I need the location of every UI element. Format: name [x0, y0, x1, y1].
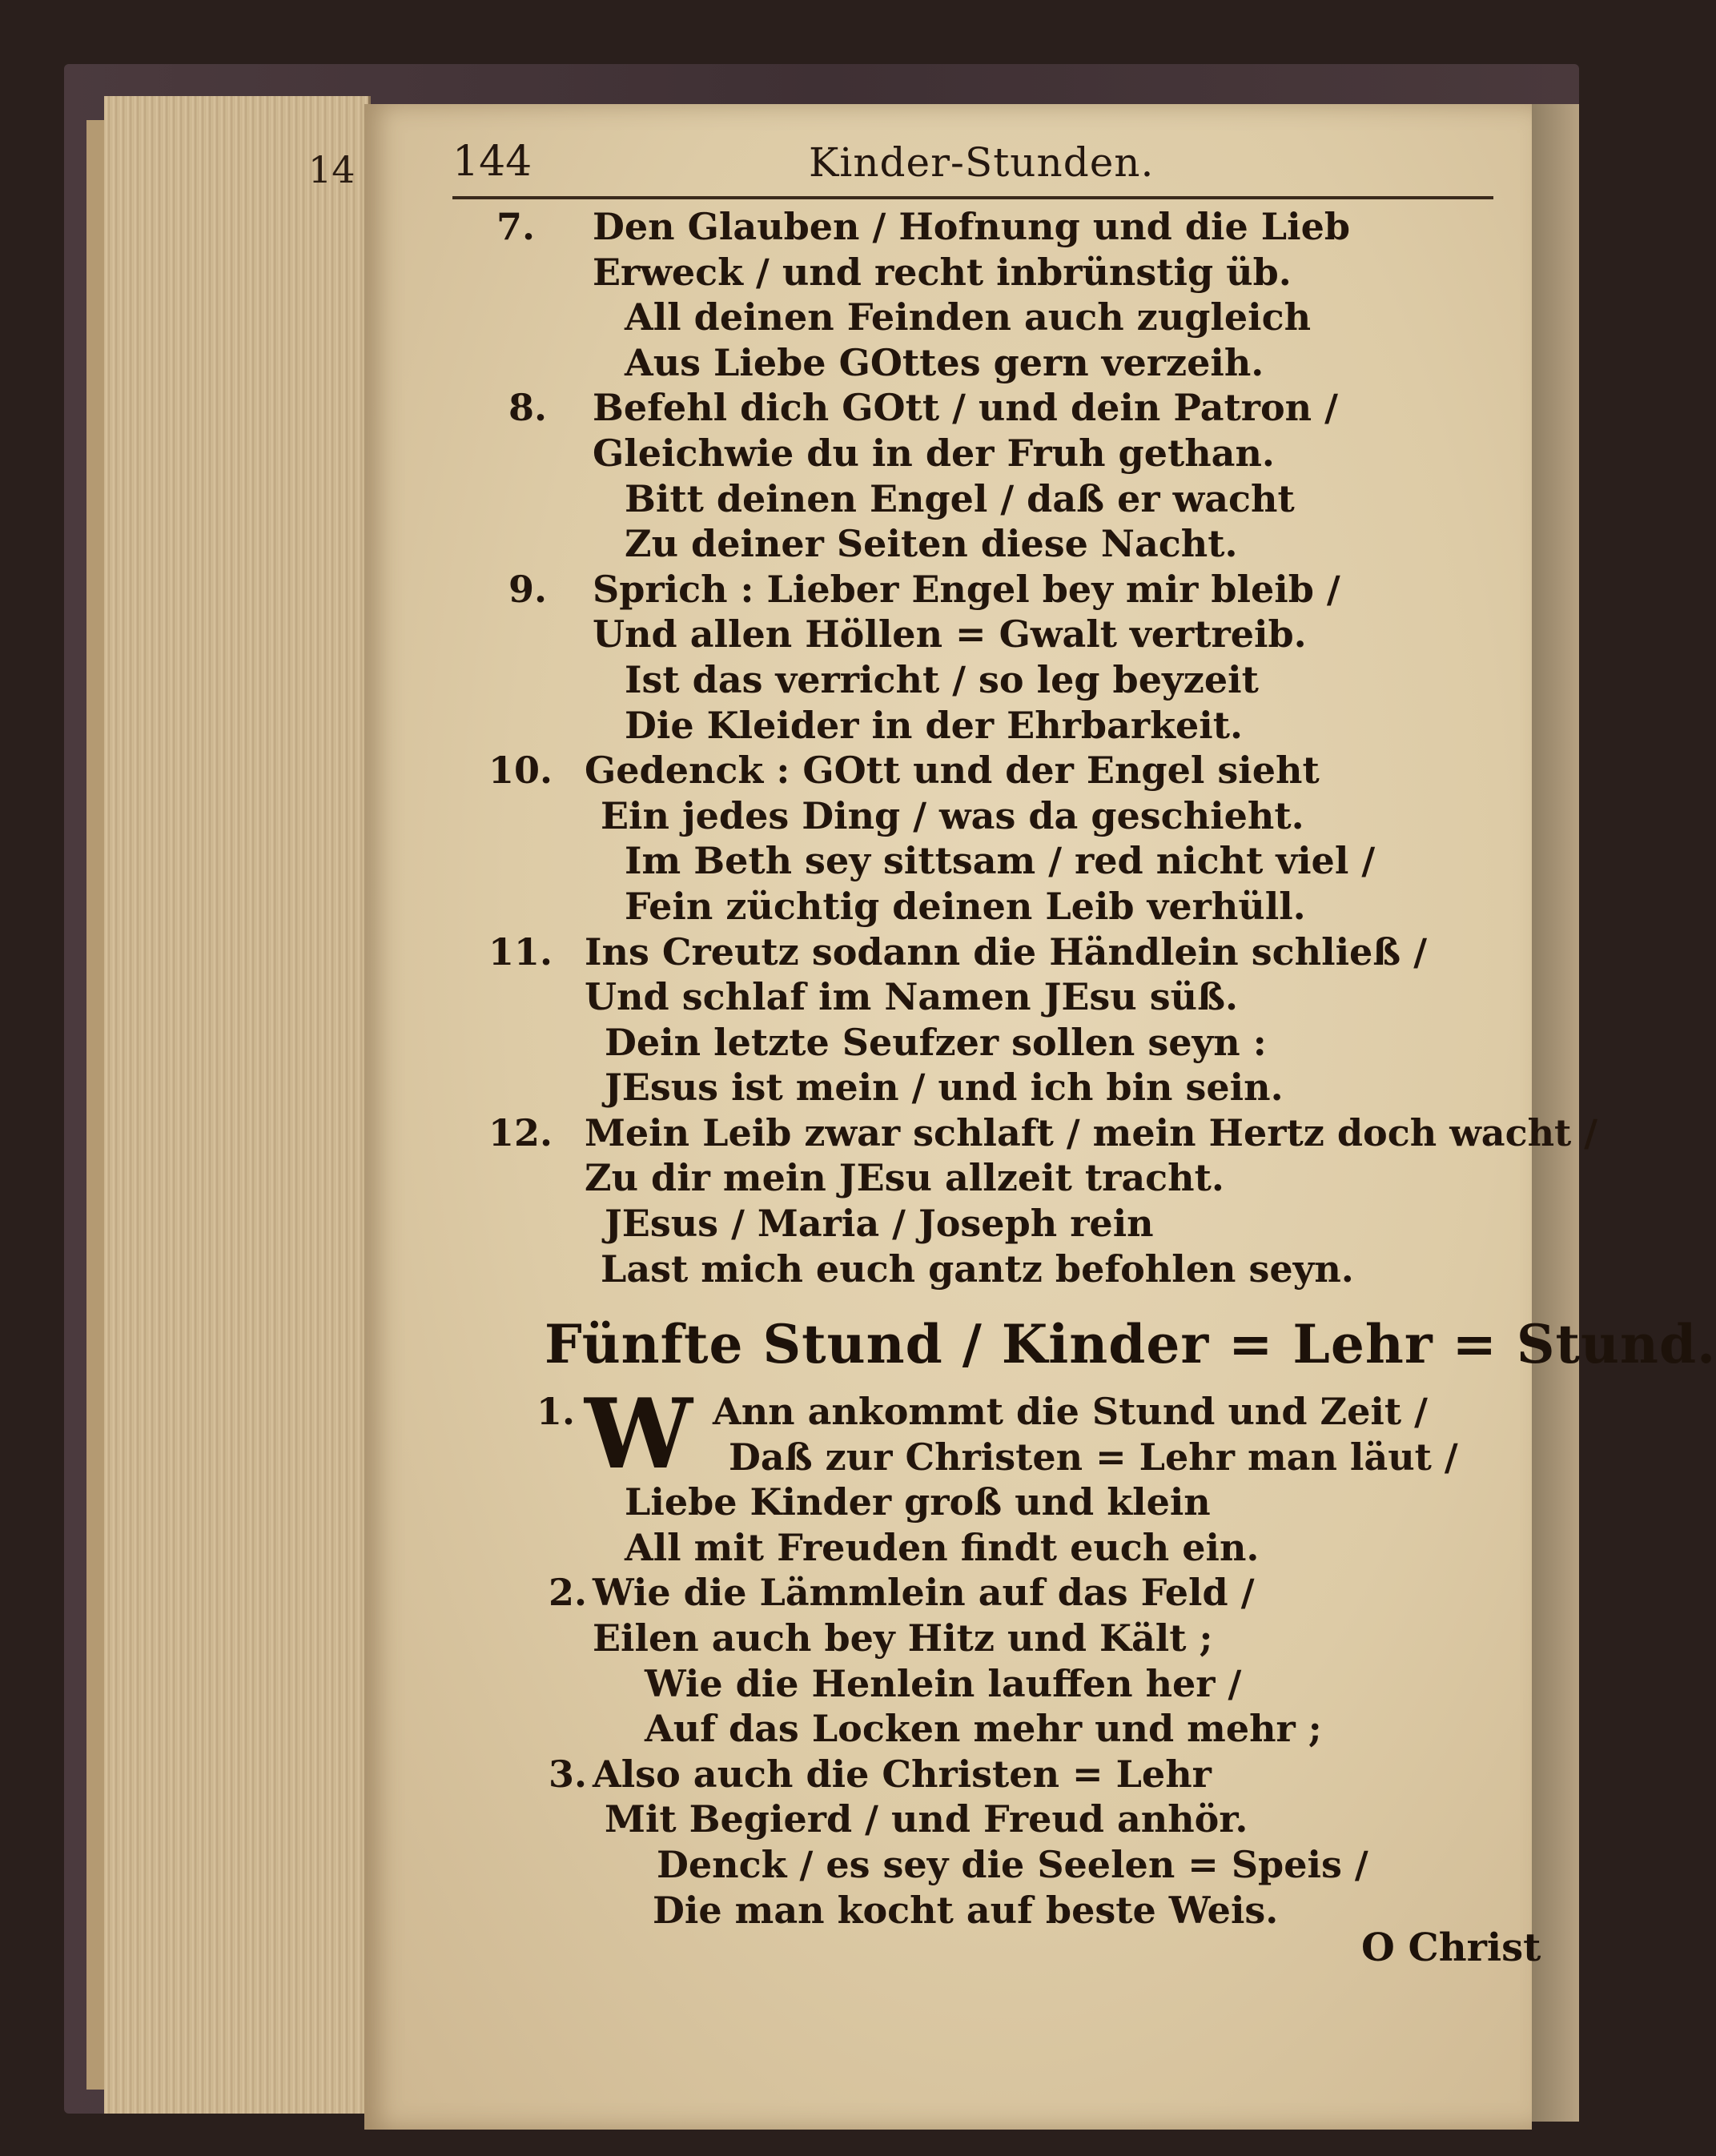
verse-line: Ist das verricht / so leg beyzeit: [625, 657, 1259, 701]
verse-line: Bitt deinen Engel / daß er wacht: [625, 476, 1295, 520]
verse-line: 3. Also auch die Christen = Lehr: [549, 1752, 1212, 1796]
verse-line: Last mich euch gantz befohlen seyn.: [601, 1247, 1354, 1291]
verse-line: Wie die Henlein lauffen her /: [645, 1661, 1242, 1705]
verse-line: All deinen Feinden auch zugleich: [625, 295, 1312, 339]
running-title: Kinder-Stunden.: [809, 139, 1155, 186]
section-heading: Fünfte Stund / Kinder = Lehr = Stund.: [545, 1313, 1716, 1375]
previous-page-number: 14: [308, 148, 356, 191]
verse-number: 11.: [488, 929, 553, 974]
verse-line: Die Kleider in der Ehrbarkeit.: [625, 703, 1243, 747]
verse-line: Und schlaf im Namen JEsu süß.: [585, 975, 1239, 1019]
verse-line: 2. Wie die Lämmlein auf das Feld /: [549, 1571, 1255, 1615]
verse-line: 7. Den Glauben / Hofnung und die Lieb: [496, 205, 1351, 248]
verse-line: Mit Begierd / und Freud anhör.: [605, 1797, 1248, 1841]
verse-line: Aus Liebe GOttes gern verzeih.: [625, 340, 1264, 384]
verse-line: Erweck / und recht inbrünstig üb.: [593, 250, 1292, 294]
verse-line: Im Beth sey sittsam / red nicht viel /: [625, 839, 1376, 883]
verse-line: Eilen auch bey Hitz und Kält ;: [593, 1616, 1213, 1660]
verse-number: 12.: [488, 1110, 553, 1154]
verse-number: 8.: [508, 386, 548, 430]
verse-line: 9. Sprich : Lieber Engel bey mir bleib /: [508, 567, 1340, 611]
verse-line: Und allen Höllen = Gwalt vertreib.: [593, 612, 1307, 656]
verse-number: 1.: [537, 1390, 576, 1433]
verse-line: JEsus / Maria / Joseph rein: [605, 1202, 1154, 1246]
verse-line: Auf das Locken mehr und mehr ;: [645, 1707, 1322, 1751]
page-header: [452, 138, 1517, 194]
verse-line: Zu deiner Seiten diese Nacht.: [625, 522, 1238, 566]
header-rule: [452, 196, 1493, 199]
catchword: O Christ: [1361, 1925, 1541, 1970]
verse-line: 11. Ins Creutz sodann die Händlein schließ /: [488, 929, 1428, 974]
verse-line: Fein züchtig deinen Leib verhüll.: [625, 884, 1306, 928]
verse-line: Liebe Kinder groß und klein: [625, 1480, 1211, 1524]
verse-number: 9.: [508, 567, 548, 611]
verse-number: 2.: [549, 1571, 588, 1615]
drop-capital: W: [585, 1378, 693, 1491]
verses-bottom: [496, 1378, 1521, 1933]
verses-top: [488, 204, 1598, 1291]
verse-line: Dein letzte Seufzer sollen seyn :: [605, 1020, 1267, 1064]
verse-number: 3.: [549, 1752, 588, 1796]
page-number: 144: [452, 138, 532, 186]
verse-line: Die man kocht auf beste Weis.: [653, 1888, 1279, 1932]
verse-number: 10.: [488, 749, 553, 793]
verse-number: 7.: [496, 205, 536, 248]
verse-line: JEsus ist mein / und ich bin sein.: [605, 1066, 1284, 1110]
verse-line: Daß zur Christen = Lehr man läut /: [729, 1435, 1458, 1479]
verse-line: 10. Gedenck : GOtt und der Engel sieht: [488, 749, 1320, 793]
verse-line: Zu dir mein JEsu allzeit tracht.: [585, 1156, 1224, 1200]
verse-line: 12. Mein Leib zwar schlaft / mein Hertz doch wacht /: [488, 1110, 1598, 1154]
verse-line: All mit Freuden findt euch ein.: [625, 1525, 1260, 1569]
verse-line: Gleichwie du in der Fruh gethan.: [593, 431, 1275, 475]
page-stack: [104, 96, 371, 2114]
verse-line: Denck / es sey die Seelen = Speis /: [657, 1842, 1368, 1886]
verse-line: Ein jedes Ding / was da geschieht.: [601, 793, 1304, 837]
verse-line: 1. Ann ankommt die Stund und Zeit /: [537, 1390, 1428, 1433]
verse-line: 8. Befehl dich GOtt / und dein Patron /: [508, 386, 1338, 430]
